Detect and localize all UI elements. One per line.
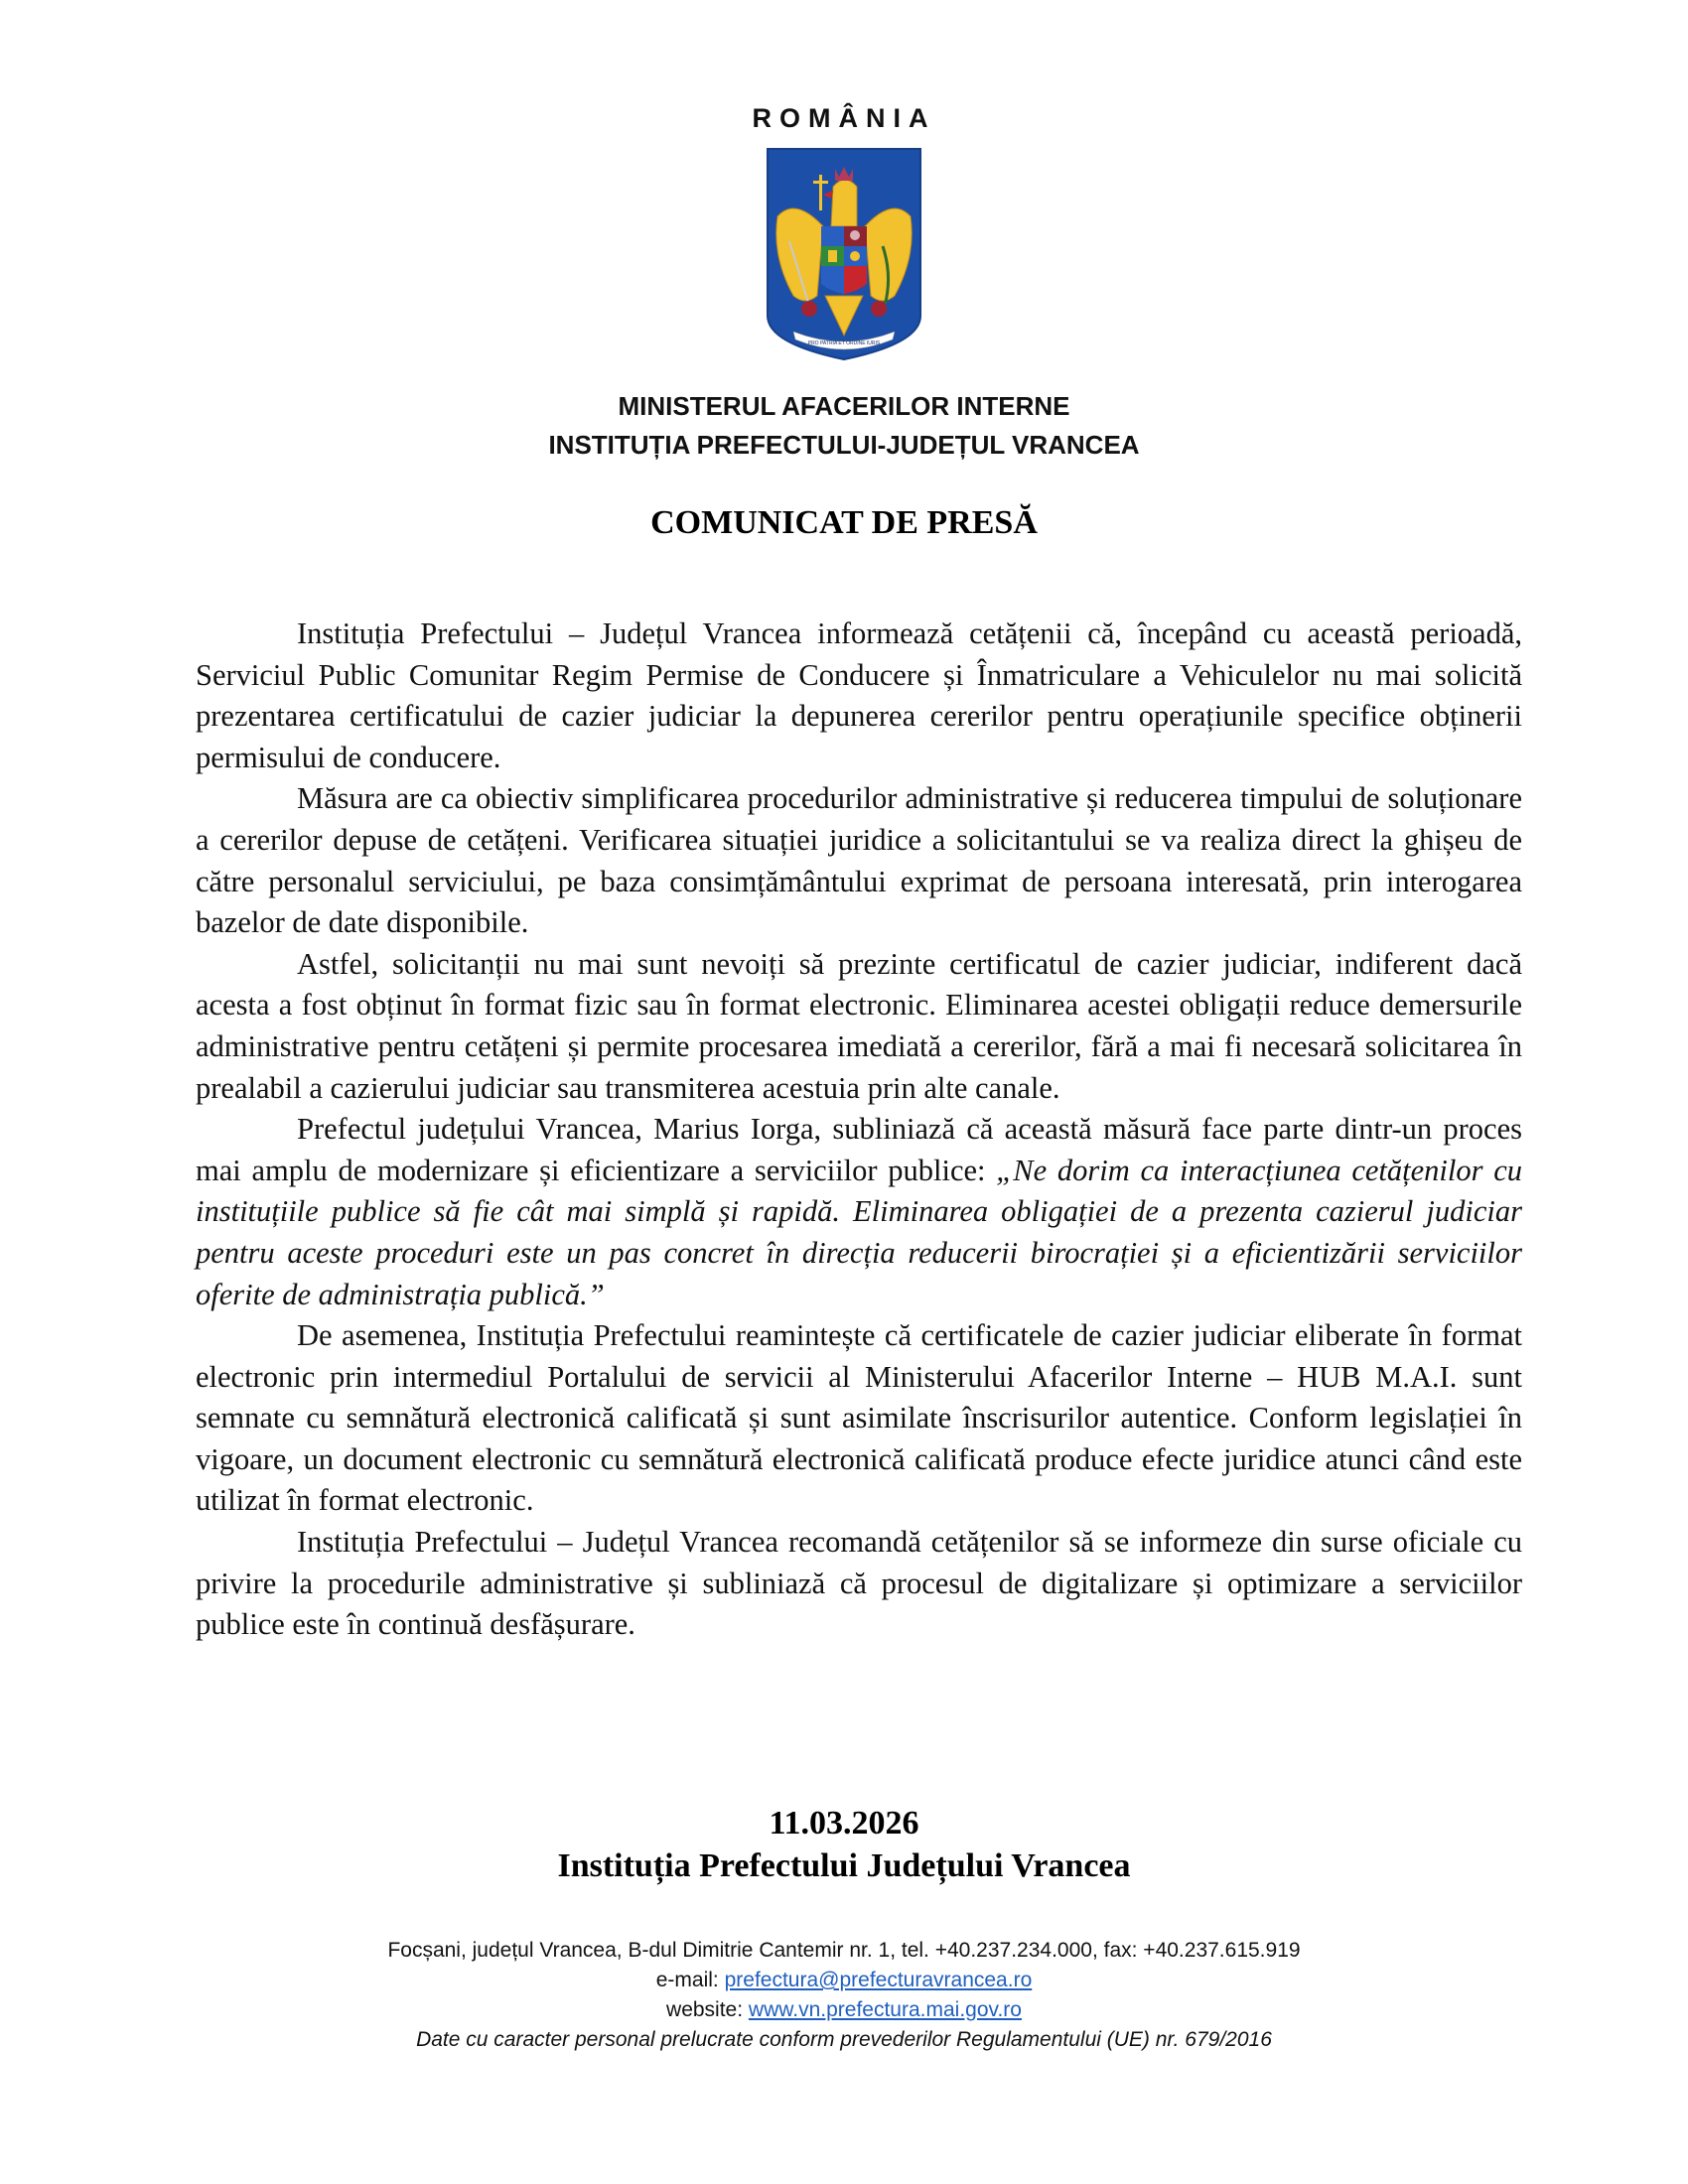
release-date: 11.03.2026 xyxy=(769,1805,919,1842)
document-title: COMUNICAT DE PRESĂ xyxy=(650,504,1038,541)
website-label: website: xyxy=(666,1998,749,2021)
footer-address: Focșani, județul Vrancea, B-dul Dimitrie Cantemir nr. 1, tel. +40.237.234.000, fax: +40.237.615.919 xyxy=(387,1939,1301,1962)
footer-website-line xyxy=(0,1995,1688,2025)
signature-institution: Instituția Prefectului Județului Vrancea xyxy=(557,1847,1131,1884)
crest-motto: PRO PATRIA ET ORDINE IURIS xyxy=(807,341,881,346)
paragraph: Astfel, solicitanții nu mai sunt nevoiți să prezinte certificatul de cazier judiciar, indiferent dacă acesta a fost obținut în format fizic sau în format electronic. Eliminarea acestei obligații reduce demersurile administrative pentru cetățeni și permite procesarea imediată a cererilor, fără a mai fi necesară solicitarea în prealabil a cazierului judiciar sau transmiterea acestuia prin alte canale. xyxy=(196,946,1522,1105)
footer-email-line xyxy=(0,1966,1688,1995)
gdpr-notice: Date cu caracter personal prelucrate conform prevederilor Regulamentului (UE) nr. 679/2016 xyxy=(416,2028,1272,2051)
paragraph: De asemenea, Instituția Prefectului reamintește că certificatele de cazier judiciar eliberate în format electronic prin intermediul Portalului de servicii al Ministerului Afacerilor Interne – HUB M.A.I. sunt semnate cu semnătură electronică calificată și sunt asimilate înscrisurilor autentice. Conform legislației în vigoare, un document electronic cu semnătură electronică calificată produce efecte juridice atunci când este utilizat în format electronic. xyxy=(196,1318,1522,1518)
paragraph: Instituția Prefectului – Județul Vrancea recomandă cetățenilor să se informeze din surse oficiale cu privire la procedurile administrative și subliniază că procesul de digitalizare și optimizare a serviciilor publice este în continuă desfășurare. xyxy=(196,1525,1522,1642)
ministry-header xyxy=(0,387,1688,465)
country-heading: ROMÂNIA xyxy=(752,103,936,133)
quote-intro: Prefectul județului Vrancea, Marius Iorga, subliniază că această măsură face parte dintr-un proces mai amplu de modernizare și eficientizare a serviciilor publice: xyxy=(196,1112,1522,1187)
ministry-name: MINISTERUL AFACERILOR INTERNE xyxy=(618,391,1070,421)
signature-block xyxy=(0,1802,1688,1887)
paragraph: Măsura are ca obiectiv simplificarea procedurilor administrative și reducerea timpului de soluționare a cererilor depuse de cetățeni. Verificarea situației juridice a solicitantului se va realiza direct la ghișeu de către personalul serviciului, pe baza consimțământului exprimat de persoana interesată, prin interogarea bazelor de date disponibile. xyxy=(196,781,1522,940)
prefect-quote: „Ne dorim ca interacțiunea cetățenilor cu instituțiile publice să fie cât mai simplă și rapidă. Eliminarea obligației de a prezenta cazierul judiciar pentru aceste proceduri este un pas concret în direcția reducerii birocrației și a eficientizării serviciilor oferite de administrația publică.” xyxy=(196,1153,1522,1311)
institution-name: INSTITUȚIA PREFECTULUI-JUDEȚUL VRANCEA xyxy=(548,430,1140,460)
website-link[interactable]: www.vn.prefectura.mai.gov.ro xyxy=(748,1998,1022,2021)
paragraph-with-quote xyxy=(196,1109,1522,1315)
paragraph: Instituția Prefectului – Județul Vrancea informează cetățenii că, începând cu această perioadă, Serviciul Public Comunitar Regim Permise de Conducere și Înmatriculare a Vehiculelor nu mai solicită prezentarea certificatului de cazier judiciar la depunerea cererilor pentru operațiunile specifice obținerii permisului de conducere. xyxy=(196,616,1522,774)
email-link[interactable]: prefectura@prefecturavrancea.ro xyxy=(724,1969,1033,1991)
contact-footer xyxy=(0,1936,1688,2055)
press-release-body xyxy=(196,614,1522,1646)
coat-of-arms-icon xyxy=(766,147,922,361)
email-label: e-mail: xyxy=(655,1969,725,1991)
